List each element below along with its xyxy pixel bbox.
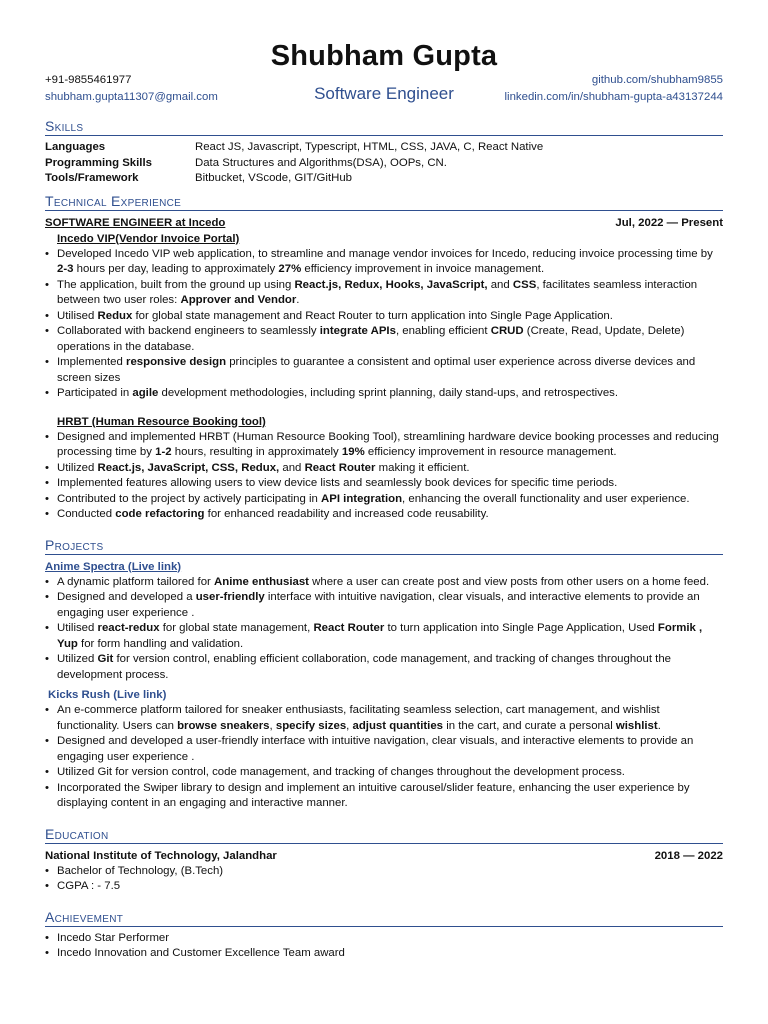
bullet-item: • Incedo Star Performer [45,931,723,947]
bullet-item: • Designed and implemented HRBT (Human Resource Booking Tool), streamlining hardware device booking processes and reducing processing time by 1-2 hours, resulting in approximately 19% efficiency improvement in resource management. [45,430,723,461]
bullet-item: • Bachelor of Technology, (B.Tech) [45,864,723,880]
bullet-item: • Utilized Git for version control, code management, and tracking of changes throughout the development process. [45,765,723,781]
contact-right [505,72,723,106]
skills-heading: Skills [45,118,723,136]
experience-project-title: Incedo VIP(Vendor Invoice Portal) [57,232,240,245]
bullet-item: • Developed Incedo VIP web application, to streamline and manage vendor invoices for Incedo, reducing invoice processing time by 2-3 hours per day, leading to approximately 27% efficiency improvement in invoice management. [45,247,723,278]
bullet-item: • Conducted code refactoring for enhanced readability and increased code reusability. [45,507,723,523]
project-link-kicks-rush[interactable]: Kicks Rush (Live link) [48,689,167,701]
bullet-item: • Participated in agile development methodologies, including sprint planning, daily stand-ups, and retrospectives. [45,386,723,402]
experience-header [45,215,723,231]
experience-project-bullets [45,247,723,402]
skills-value: React JS, Javascript, Typescript, HTML, CSS, JAVA, C, React Native [195,141,544,153]
bullet-item: • Implemented responsive design principles to guarantee a consistent and optimal user experience across diverse devices and screen sizes [45,355,723,386]
bullet-item: • Incorporated the Swiper library to design and implement an intuitive carousel/slider feature, enhancing the user experience by displaying content in an engaging and interactive manner. [45,781,723,812]
project-link-anime-spectra[interactable]: Anime Spectra (Live link) [45,560,182,573]
bullet-item: • Implemented features allowing users to view device lists and seamlessly book devices for specific time periods. [45,476,723,492]
contact-left [45,72,218,106]
candidate-name: Shubham Gupta [270,40,498,72]
experience-dates: Jul, 2022 — Present [615,216,723,229]
project-bullets [45,703,723,812]
bullet-item: • Collaborated with backend engineers to seamlessly integrate APIs, enabling efficient CRUD (Create, Read, Update, Delete) operations in the database. [45,324,723,355]
bullet-item: • CGPA : - 7.5 [45,879,723,895]
bullet-item: • Utilized React.js, JavaScript, CSS, Redux, and React Router making it efficient. [45,461,723,477]
skills-table [45,140,723,187]
skills-key: Programming Skills [45,156,152,169]
skills-key: Languages [45,141,106,153]
experience-project-bullets [45,430,723,523]
bullet-item: • Contributed to the project by actively participating in API integration, enhancing the overall functionality and user experience. [45,492,723,508]
candidate-role: Software Engineer [314,84,454,103]
resume-header [45,0,723,110]
email-link[interactable]: shubham.gupta11307@gmail.com [45,91,218,103]
skills-row [45,140,723,156]
phone-number: +91-9855461977 [45,74,132,86]
bullet-item: • An e-commerce platform tailored for sneaker enthusiasts, facilitating seamless selection, cart management, and wishlist functionality. Users can browse sneakers, specify sizes, adjust quantities in the cart, and curate a personal wishlist. [45,703,723,734]
bullet-item: • Designed and developed a user-friendly interface with intuitive navigation, clear visuals, and interactive elements to provide an engaging user experience . [45,590,723,621]
education-institute: National Institute of Technology, Jalandhar [45,849,277,862]
bullet-item: • A dynamic platform tailored for Anime enthusiast where a user can create post and view posts from other users on a home feed. [45,575,723,591]
bullet-item: • Designed and developed a user-friendly interface with intuitive navigation, clear visuals, and interactive elements to provide an engaging user experience . [45,734,723,765]
bullet-item: • Utilised react-redux for global state management, React Router to turn application into Single Page Application, Used Formik , Yup for form handling and validation. [45,621,723,652]
skills-value: Bitbucket, VScode, GIT/GitHub [195,172,353,184]
education-heading: Education [45,826,723,844]
project-bullets [45,575,723,684]
experience-role: SOFTWARE ENGINEER at Incedo [45,216,226,229]
experience-heading: Technical Experience [45,193,723,211]
experience-project-title: HRBT (Human Resource Booking tool) [57,415,266,428]
achievement-bullets [45,931,723,962]
skills-key: Tools/Framework [45,172,139,184]
achievement-heading: Achievement [45,909,723,927]
bullet-item: • Utilized Git for version control, enabling efficient collaboration, code management, and tracking of changes throughout the development process. [45,652,723,683]
skills-row [45,156,723,172]
skills-value: Data Structures and Algorithms(DSA), OOPs, CN. [195,156,447,169]
skills-row [45,171,723,187]
projects-heading: Projects [45,537,723,555]
bullet-item: • Incedo Innovation and Customer Excellence Team award [45,946,723,962]
education-bullets [45,864,723,895]
linkedin-link[interactable]: linkedin.com/in/shubham-gupta-a43137244 [504,91,723,103]
education-header [45,848,723,864]
github-link[interactable]: github.com/shubham9855 [591,74,723,86]
bullet-item: • The application, built from the ground up using React.js, Redux, Hooks, JavaScript, and CSS, facilitates seamless interaction between two user roles: Approver and Vendor. [45,278,723,309]
education-dates: 2018 — 2022 [654,849,723,862]
spacer [45,402,723,414]
bullet-item: • Utilised Redux for global state management and React Router to turn application into Single Page Application. [45,309,723,325]
